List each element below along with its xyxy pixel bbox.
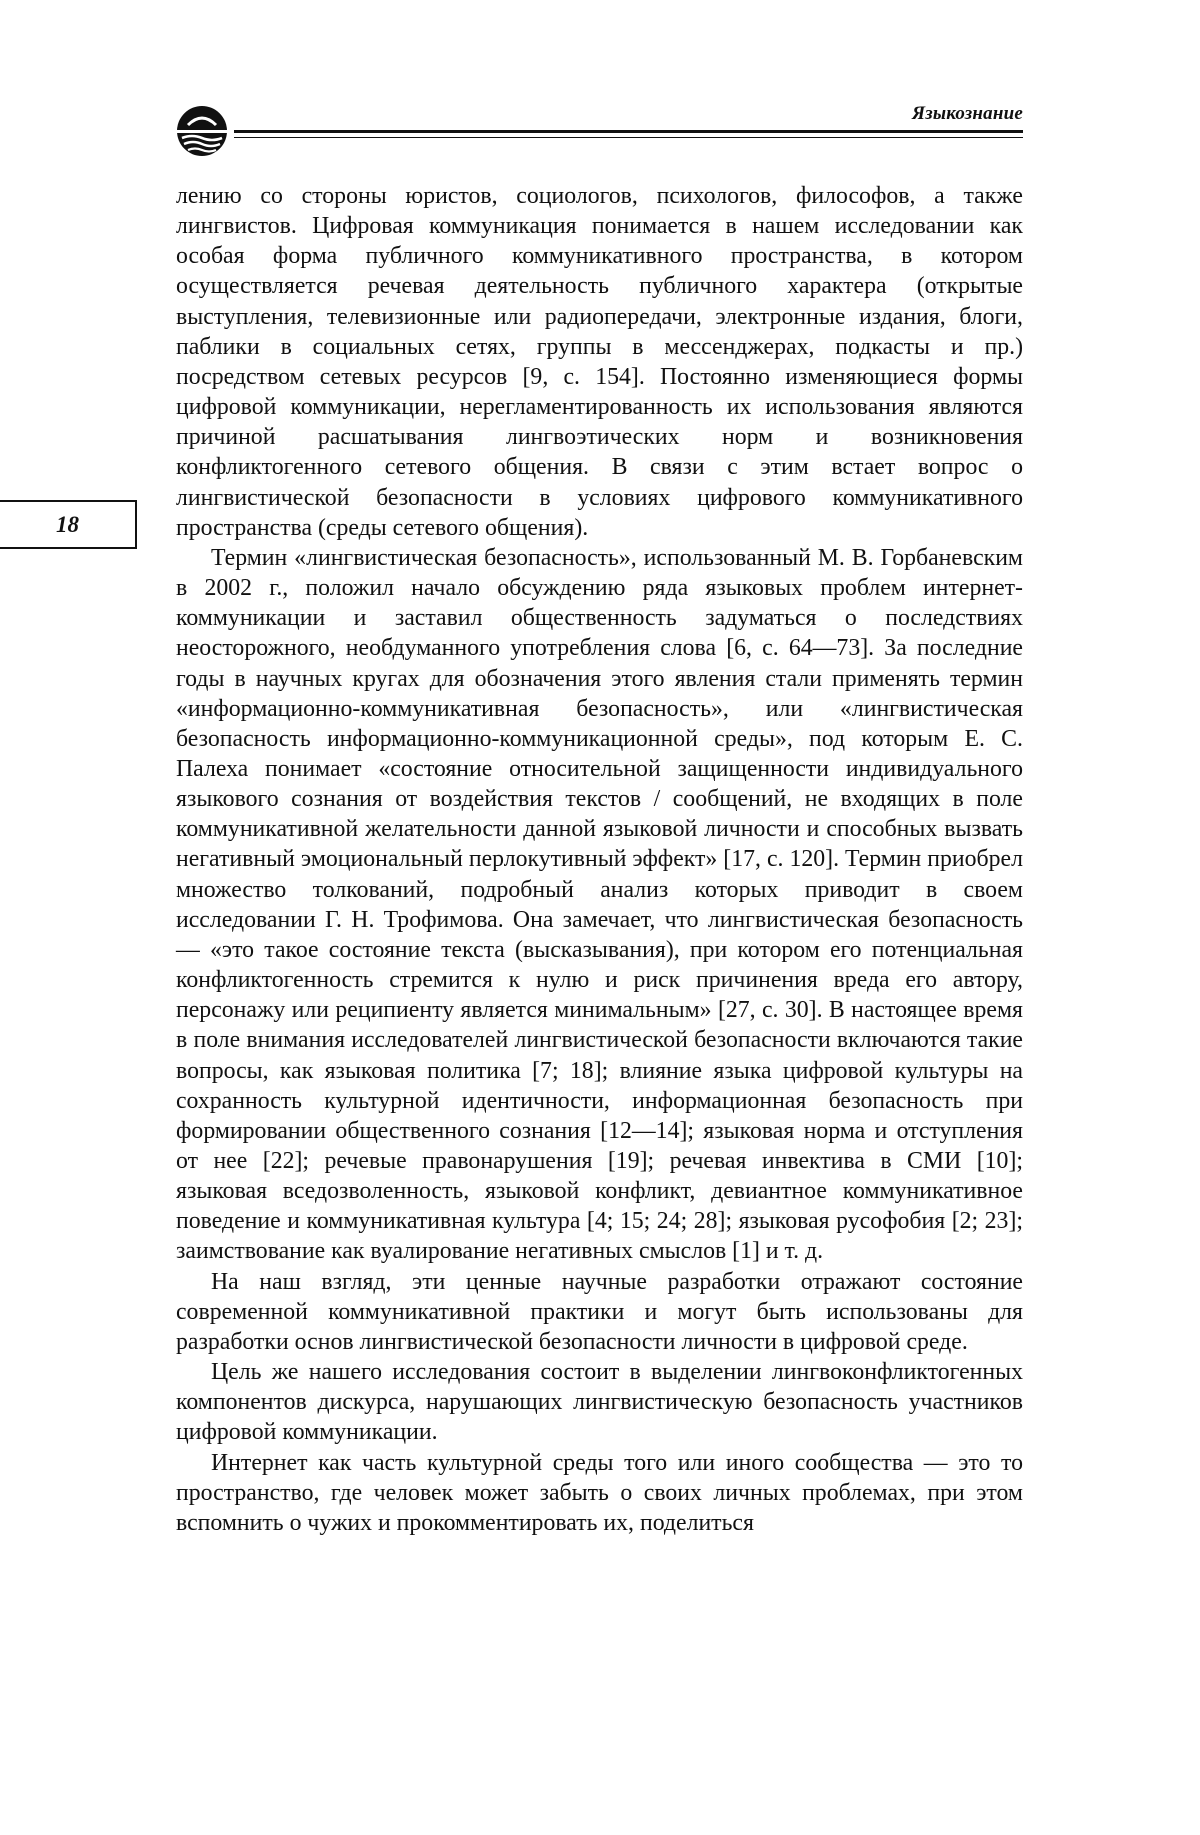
header-rule-thin: [234, 137, 1023, 138]
paragraph: Цель же нашего исследования состоит в выделении лингвоконфликтогенных компонентов дискурса, нарушающих лингвистическую безопасность участников цифровой коммуникации.: [176, 1359, 1023, 1446]
journal-wave-logo-icon: [174, 103, 230, 159]
paragraph: Интернет как часть культурной среды того или иного сообщества — это то пространство, где человек может забыть о своих личных проблемах, при этом вспомнить о чужих и прокомментировать их, поделиться: [176, 1449, 1023, 1536]
running-head: Языкознание: [911, 103, 1023, 124]
paragraph: лению со стороны юристов, социологов, психологов, философов, а также лингвистов. Цифровая коммуникация понимается в нашем исследовании как особая форма публичного коммуникативного пространства, в котором осуществляется речевая деятельность публичного характера (открытые выступления, телевизионные или радиопередачи, электронные издания, блоги, паблики в социальных сетях, группы в мессенджерах, подкасты и пр.) посредством сетевых ресурсов [9, с. 154]. Постоянно изменяющиеся формы цифровой коммуникации, нерегламентированность их использования являются причиной расшатывания лингвоэтических норм и возникновения конфликтогенного сетевого общения. В связи с этим встает вопрос о лингвистической безопасности в условиях цифрового коммуникативного пространства (среды сетевого общения).: [176, 183, 1023, 541]
page-number-box: [0, 500, 137, 549]
body-text: [176, 181, 1023, 1538]
paragraph: Термин «лингвистическая безопасность», использованный М. В. Горбаневским в 2002 г., положил начало обсуждению ряда языковых проблем интернет-коммуникации и заставил общественность задуматься о последствиях неосторожного, необдуманного употребления слова [6, с. 64—73]. За последние годы в научных кругах для обозначения этого явления стали применять термин «информационно-коммуникативная безопасность», или «лингвистическая безопасность информационно-коммуникационной среды», под которым Е. С. Палеха понимает «состояние относительной защищенности индивидуального языкового сознания от воздействия текстов / сообщений, не входящих в поле коммуникативной желательности данной языковой личности и способных вызвать негативный эмоциональный перлокутивный эффект» [17, с. 120]. Термин приобрел множество толкований, подробный анализ которых приводит в своем исследовании Г. Н. Трофимова. Она замечает, что лингвистическая безопасность — «это такое состояние текста (высказывания), при котором его потенциальная конфликтогенность стремится к нулю и риск причинения вреда его автору, персонажу или реципиенту является минимальным» [27, с. 30]. В настоящее время в поле внимания исследователей лингвистической безопасности включаются такие вопросы, как языковая политика [7; 18]; влияние языка цифровой культуры на сохранность культурной идентичности, информационная безопасность при формировании общественного сознания [12—14]; языковая норма и отступления от нее [22]; речевые правонарушения [19]; речевая инвектива в СМИ [10]; языковая вседозволенность, языковой конфликт, девиантное коммуникативное поведение и коммуникативная культура [4; 15; 24; 28]; языковая русофобия [2; 23]; заимствование как вуалирование негативных смыслов [1] и т. д.: [176, 544, 1023, 1265]
paragraph: На наш взгляд, эти ценные научные разработки отражают состояние современной коммуникативной практики и могут быть использованы для разработки основ лингвистической безопасности личности в цифровой среде.: [176, 1268, 1023, 1355]
page-number: 18: [56, 511, 79, 537]
header-rule: [234, 130, 1023, 133]
